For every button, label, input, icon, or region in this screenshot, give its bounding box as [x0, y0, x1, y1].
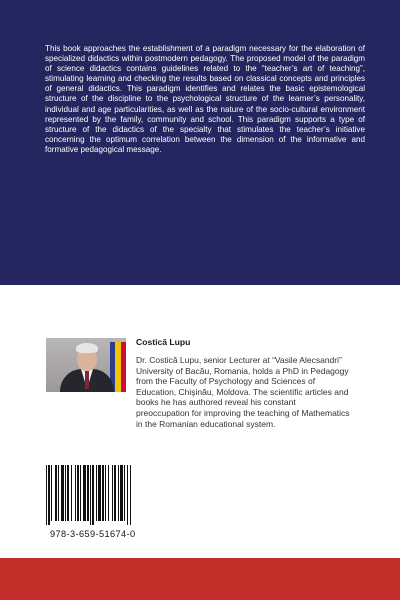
- author-hair: [76, 343, 98, 353]
- barcode-bar: [105, 465, 106, 521]
- flag-red-stripe: [121, 342, 126, 392]
- author-photo: [46, 338, 126, 392]
- barcode-bar: [75, 465, 76, 521]
- barcode-bar: [51, 465, 52, 521]
- barcode-bar: [130, 465, 131, 525]
- author-tie: [85, 371, 89, 389]
- barcode-bar: [127, 465, 128, 525]
- barcode-bar: [108, 465, 109, 521]
- barcode-bar: [87, 465, 89, 521]
- barcode-bar: [48, 465, 50, 525]
- barcode-bar: [102, 465, 104, 521]
- barcode-bar: [67, 465, 69, 521]
- barcode-bar: [71, 465, 72, 521]
- author-name: Costică Lupu: [136, 337, 191, 347]
- barcode-bar: [114, 465, 116, 521]
- barcode-bar: [77, 465, 79, 521]
- book-blurb: This book approaches the establishment of a paradigm necessary for the elaboration of specialized didactics within postmodern pedagogy. The proposed model of the paradigm of science didactics contains guidelines related to the “teacher’s art of teaching”, stimulating learning and checking the results based on classical concepts and principles of general didactics. This paradigm identifies and relates the basic epistemological structure of the discipline to the psychological structure of the learner’s personality, individual and age particularities, as well as the nature of the socio-cultural environment represented by the family, community and school. This paradigm supports a type of structure of the didactics of the specialty that stimulates the teacher’s initiative concerning the optimum correlation between the dimension of the informative and formative pedagogical message.: [45, 44, 365, 154]
- barcode-bar: [96, 465, 97, 521]
- barcode-bar: [55, 465, 57, 521]
- barcode-bar: [61, 465, 64, 521]
- barcode-bar: [92, 465, 94, 525]
- isbn-number: 978-3-659-51674-0: [50, 529, 136, 539]
- top-panel: [0, 0, 400, 285]
- barcode-bar: [90, 465, 91, 525]
- barcode-bar: [120, 465, 123, 521]
- bottom-red-band: [0, 558, 400, 600]
- author-bio: Dr. Costică Lupu, senior Lecturer at “Vasile Alecsandri” University of Bacău, Romania, holds a PhD in Pedagogy from the Faculty of Psychology and Sciences of Education, Chişinău, Moldova. The scientific articles and books he has authored reveal his constant preoccupation for improving the teaching of Mathematics in the Romanian educational system.: [136, 355, 350, 429]
- barcode-bar: [65, 465, 66, 521]
- barcode-icon: [44, 465, 157, 527]
- barcode-bar: [112, 465, 113, 521]
- barcode-bar: [46, 465, 47, 525]
- barcode-bar: [83, 465, 86, 521]
- barcode-bar: [98, 465, 101, 521]
- barcode-block: [42, 465, 159, 545]
- barcode-bar: [118, 465, 119, 521]
- barcode-bar: [58, 465, 59, 521]
- barcode-bar: [80, 465, 81, 521]
- barcode-bar: [124, 465, 125, 521]
